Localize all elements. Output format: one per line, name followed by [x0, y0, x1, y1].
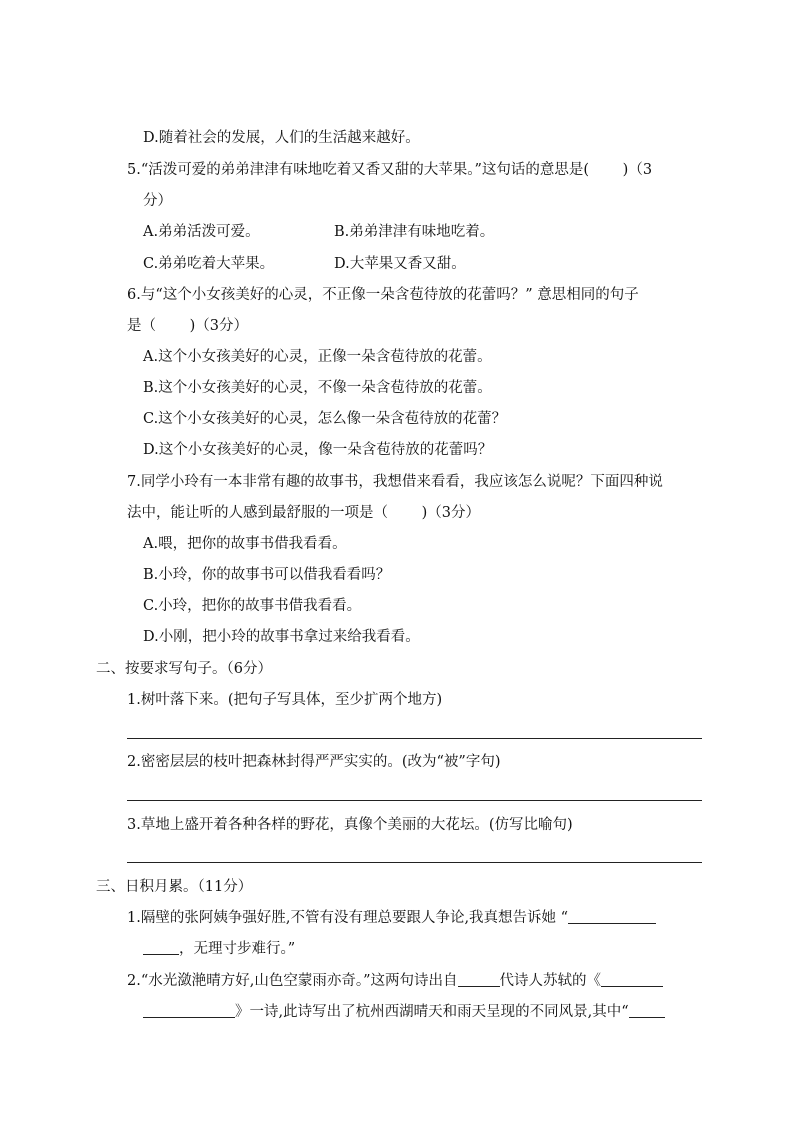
fill-blank[interactable] — [458, 971, 500, 987]
fill-blank[interactable] — [143, 1002, 235, 1018]
q4-option-d: D.随着社会的发展，人们的生活越来越好。 — [143, 130, 420, 146]
fill-blank[interactable] — [601, 971, 663, 987]
q5-option-b: B.弟弟津津有味地吃着。 — [334, 224, 495, 240]
q6-option-b: B.这个小女孩美好的心灵，不像一朵含苞待放的花蕾。 — [143, 380, 492, 396]
q7-option-d: D.小刚，把小玲的故事书拿过来给我看看。 — [143, 629, 420, 645]
q6-option-a: A.这个小女孩美好的心灵，正像一朵含苞待放的花蕾。 — [143, 349, 492, 365]
sec3-q1-line2 — [143, 939, 295, 959]
sec3-q1-text: 1.隔壁的张阿姨争强好胜,不管有没有理总要跟人争论,我真想告诉她 “ — [127, 910, 569, 926]
sec2-item-1: 1.树叶落下来。(把句子写具体，至少扩两个地方) — [127, 692, 443, 708]
q6-stem: 6.与“这个小女孩美好的心灵，不正像一朵含苞待放的花蕾吗？” 意思相同的句子 — [127, 287, 639, 303]
answer-line-1[interactable] — [127, 738, 702, 739]
q6-stem-cont: 是（ )（3分） — [127, 318, 248, 334]
fill-blank[interactable] — [568, 908, 656, 924]
q7-option-c: C.小玲，把你的故事书借我看看。 — [143, 598, 362, 614]
q7-option-b: B.小玲，你的故事书可以借我看看吗？ — [143, 567, 391, 583]
sec2-item-3: 3.草地上盛开着各种各样的野花，真像个美丽的大花坛。(仿写比喻句) — [127, 817, 573, 833]
q7-option-a: A.喂，把你的故事书借我看看。 — [143, 536, 347, 552]
fill-blank[interactable] — [143, 939, 179, 955]
q7-stem: 7.同学小玲有一本非常有趣的故事书，我想借来看看，我应该怎么说呢？下面四种说 — [127, 474, 663, 490]
q5-option-a: A.弟弟活泼可爱。 — [143, 224, 260, 240]
q5-stem: 5.“活泼可爱的弟弟津津有味地吃着又香又甜的大苹果。”这句话的意思是( )（3 — [127, 162, 653, 178]
sec3-q2-line1 — [127, 971, 663, 991]
q5-option-d: D.大苹果又香又甜。 — [334, 256, 466, 272]
sec3-q2-text: 2.“水光潋滟晴方好,山色空蒙雨亦奇。”这两句诗出自 — [127, 973, 458, 989]
sec3-q1-text-2: ，无理寸步难行。” — [179, 941, 296, 957]
answer-line-2[interactable] — [127, 800, 702, 801]
sec3-q2-text-3: 》一诗,此诗写出了杭州西湖晴天和雨天呈现的不同风景,其中“ — [235, 1004, 629, 1020]
q7-stem-cont: 法中，能让听的人感到最舒服的一项是（ )（3分） — [127, 505, 480, 521]
sec3-q1-line1 — [127, 908, 656, 928]
q6-option-d: D.这个小女孩美好的心灵，像一朵含苞待放的花蕾吗？ — [143, 442, 493, 458]
q6-option-c: C.这个小女孩美好的心灵，怎么像一朵含苞待放的花蕾？ — [143, 411, 507, 427]
q5-option-c: C.弟弟吃着大苹果。 — [143, 256, 275, 272]
sec3-q2-text-2: 代诗人苏轼的《 — [499, 973, 602, 989]
fill-blank[interactable] — [629, 1002, 665, 1018]
section-2-title: 二、按要求写句子。（6分） — [96, 661, 272, 677]
section-3-title: 三、日积月累。（11分） — [96, 879, 253, 895]
sec2-item-2: 2.密密层层的枝叶把森林封得严严实实的。(改为“被”字句) — [127, 754, 501, 770]
answer-line-3[interactable] — [127, 862, 702, 863]
sec3-q2-line2 — [143, 1002, 665, 1022]
q5-stem-cont: 分） — [143, 193, 172, 209]
